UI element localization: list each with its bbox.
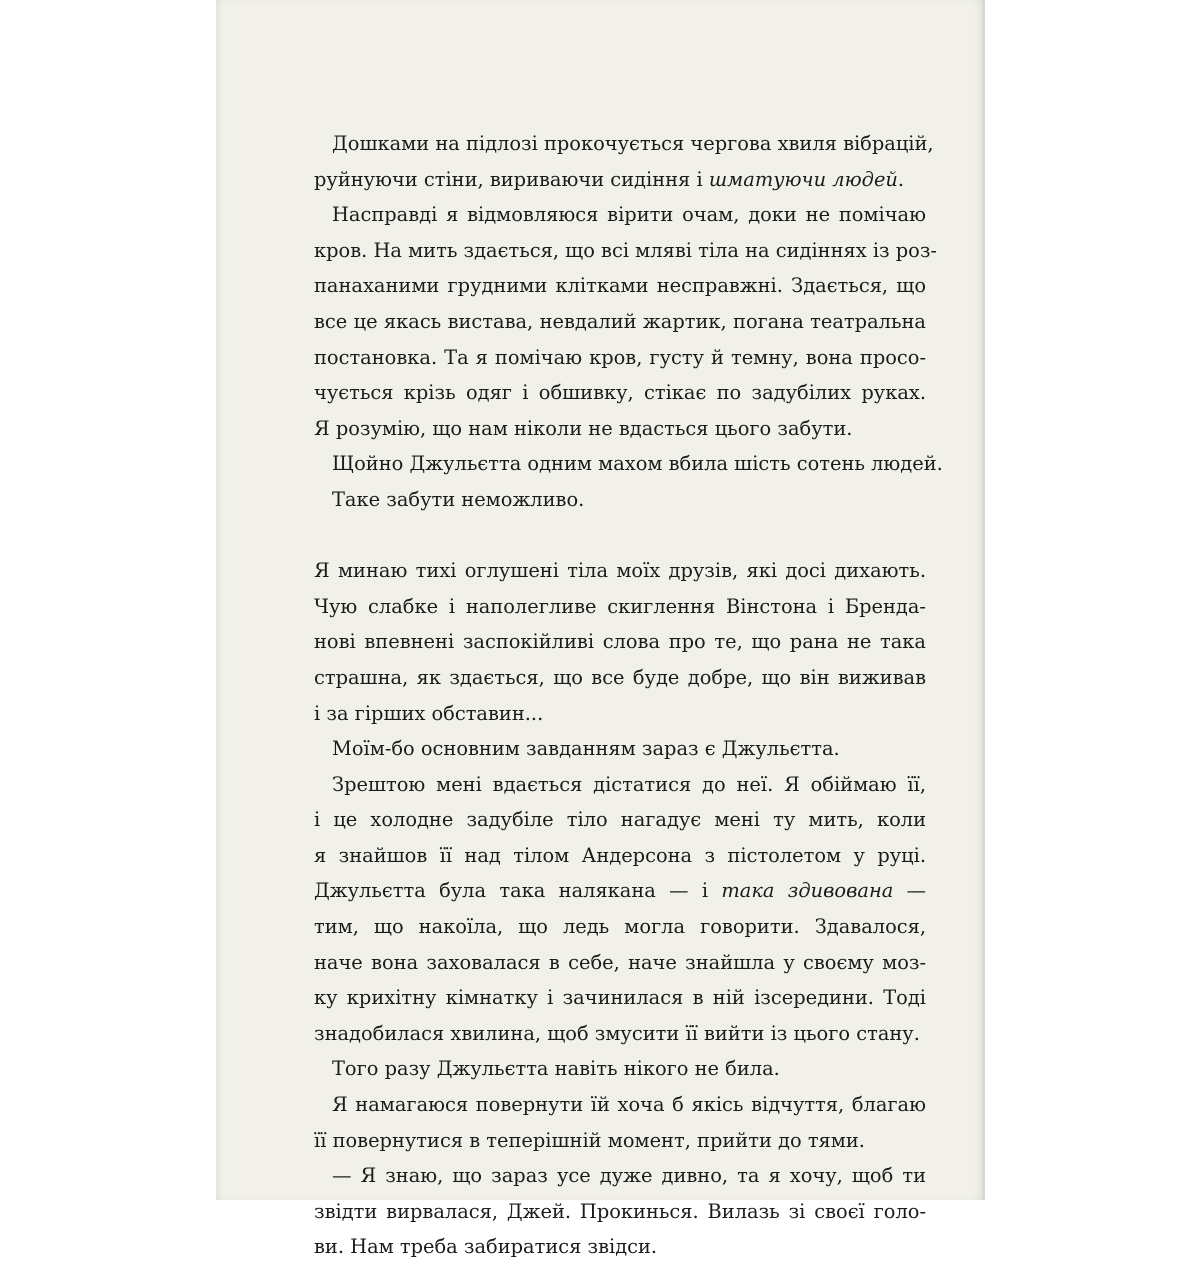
text-line: Я минаю тихі оглушені тіла моїх друзів, які досі дихають.	[314, 559, 926, 583]
paragraph	[314, 1051, 926, 1087]
text-line: все це якась вистава, невдалий жартик, погана театральна	[314, 309, 926, 333]
text-line: Зрештою мені вдається дістатися до неї. Я обіймаю її,	[332, 772, 926, 796]
text-line: — Я знаю, що зараз усе дуже дивно, та я хочу, щоб ти	[332, 1164, 926, 1188]
text-segment: руйнуючи стіни, вириваючи сидіння і	[314, 167, 709, 191]
text-line: нові впевнені заспокійливі слова про те, що рана не така	[314, 630, 926, 654]
text-line	[314, 873, 926, 909]
text-line: Щойно Джульєтта одним махом вбила шість сотень людей.	[332, 452, 943, 476]
text-line: ви. Нам треба забиратися звідси.	[314, 1235, 658, 1259]
text-line: я знайшов її над тілом Андерсона з пістолетом у руці.	[314, 843, 926, 867]
section-break	[314, 518, 926, 554]
text-line: Чую слабке і наполегливе скиглення Вінстона і Бренда-	[314, 594, 926, 618]
text-line: Моїм-бо основним завданням зараз є Джульєтта.	[332, 737, 840, 761]
paragraph	[314, 446, 943, 482]
book-page	[216, 0, 982, 1259]
page-text	[314, 126, 943, 1265]
paragraph	[314, 1158, 926, 1265]
text-line: Я намагаюся повернути їй хоча б якісь відчуття, благаю	[332, 1093, 926, 1117]
text-line: і це холодне задубіле тіло нагадує мені ту мить, коли	[314, 808, 926, 832]
text-line: чується крізь одяг і обшивку, стікає по задубілих руках.	[314, 381, 926, 405]
text-line: Насправді я відмовляюся вірити очам, доки не помічаю	[332, 203, 926, 227]
text-line	[314, 162, 926, 198]
text-segment: Джульєтта була така налякана — і	[314, 879, 722, 903]
text-segment: .	[897, 167, 905, 191]
text-line: її повернутися в теперішній момент, прийти до тями.	[314, 1128, 865, 1152]
paragraph	[314, 126, 934, 197]
text-line: панаханими грудними клітками несправжні. Здається, що	[314, 274, 926, 298]
paragraph	[314, 553, 926, 731]
text-line: наче вона заховалася в себе, наче знайшла у своєму моз-	[314, 950, 926, 974]
text-line: і за гірших обставин...	[314, 701, 544, 725]
page-edge	[982, 0, 985, 1200]
paragraph	[314, 731, 926, 767]
italic-emphasis: така здивована	[721, 879, 894, 903]
text-line: Я розумію, що нам ніколи не вдасться цього забути.	[314, 416, 853, 440]
text-line: ку крихітну кімнатку і зачинилася в ній ізсередини. Тоді	[314, 986, 926, 1010]
text-line: кров. На мить здається, що всі мляві тіла на сидіннях із роз-	[314, 238, 937, 262]
paragraph	[314, 197, 937, 446]
italic-emphasis: шматуючи людей	[708, 167, 898, 191]
text-line: постановка. Та я помічаю кров, густу й темну, вона просо-	[314, 345, 926, 369]
text-line: Дошками на підлозі прокочується чергова хвиля вібрацій,	[332, 132, 934, 155]
text-line: звідти вирвалася, Джей. Прокинься. Вилазь зі своєї голо-	[314, 1199, 926, 1223]
text-segment: —	[893, 879, 927, 903]
text-line: тим, що накоїла, що ледь могла говорити. Здавалося,	[314, 915, 926, 939]
paragraph	[314, 1087, 926, 1158]
paragraph	[314, 482, 926, 518]
text-line: страшна, як здається, що все буде добре, що він виживав	[314, 665, 926, 689]
text-line: Таке забути неможливо.	[332, 487, 585, 511]
text-line: знадобилася хвилина, щоб змусити її вийти із цього стану.	[314, 1021, 920, 1045]
paragraph	[314, 767, 926, 1052]
text-line: Того разу Джульєтта навіть нікого не била.	[332, 1057, 780, 1081]
